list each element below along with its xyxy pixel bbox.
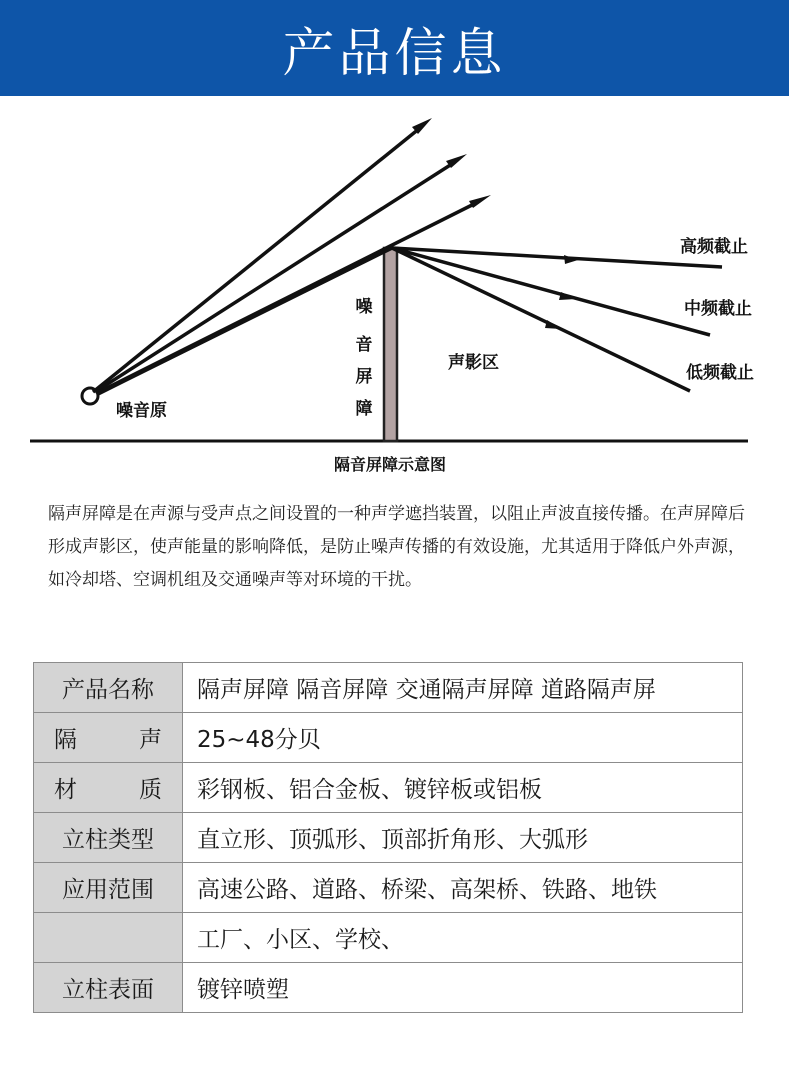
page-header <box>0 0 789 96</box>
spec-value: 隔声屏障 隔音屏障 交通隔声屏障 道路隔声屏 <box>183 663 743 713</box>
barrier-label-char: 障 <box>355 399 373 419</box>
spec-label: 应用范围 <box>34 863 183 913</box>
table-row <box>34 763 743 813</box>
spec-label: 隔声 <box>34 713 183 763</box>
spec-label <box>34 913 183 963</box>
table-row <box>34 663 743 713</box>
barrier-wall <box>384 248 397 441</box>
ray-high-freq <box>392 248 722 267</box>
mid-freq-label: 中频截止 <box>684 299 752 319</box>
spec-label: 立柱类型 <box>34 813 183 863</box>
spec-label: 材质 <box>34 763 183 813</box>
ray-arrowhead-3 <box>469 195 491 208</box>
spec-table <box>33 662 743 1013</box>
spec-label: 立柱表面 <box>34 963 183 1013</box>
page-title: 产品信息 <box>282 23 507 84</box>
table-row <box>34 963 743 1013</box>
description-paragraph: 隔声屏障是在声源与受声点之间设置的一种声学遮挡装置，以阻止声波直接传播。在声屏障后形成声影区，使声能量的影响降低，是防止噪声传播的有效设施，尤其适用于降低户外声源，如冷却塔、空调机组及交通噪声等对环境的干扰。 <box>48 504 745 590</box>
ray-upper-2 <box>95 162 455 392</box>
spec-label: 产品名称 <box>34 663 183 713</box>
barrier-label-char: 屏 <box>355 367 373 387</box>
high-freq-label: 高频截止 <box>680 237 748 257</box>
table-row <box>34 813 743 863</box>
noise-source-label: 噪音原 <box>116 401 167 421</box>
barrier-diagram-svg <box>0 96 789 490</box>
table-row <box>34 863 743 913</box>
ray-low-arrow <box>545 320 561 329</box>
barrier-label-char: 音 <box>355 335 373 355</box>
table-row <box>34 713 743 763</box>
spec-value: 镀锌喷塑 <box>183 963 743 1013</box>
spec-value: 直立形、顶弧形、顶部折角形、大弧形 <box>183 813 743 863</box>
ray-mid-freq <box>392 248 710 335</box>
spec-value: 彩钢板、铝合金板、镀锌板或铝板 <box>183 763 743 813</box>
barrier-label-char: 噪 <box>355 297 373 317</box>
table-row <box>34 913 743 963</box>
shadow-zone-label: 声影区 <box>448 353 499 373</box>
spec-value: 工厂、小区、学校、 <box>183 913 743 963</box>
low-freq-label: 低频截止 <box>686 363 754 383</box>
barrier-diagram <box>0 96 789 490</box>
ray-low-freq <box>392 248 690 391</box>
diagram-caption: 隔音屏障示意图 <box>333 455 447 474</box>
spec-value: 25~48分贝 <box>183 713 743 763</box>
spec-value: 高速公路、道路、桥梁、高架桥、铁路、地铁 <box>183 863 743 913</box>
ray-high-arrow <box>564 255 578 264</box>
